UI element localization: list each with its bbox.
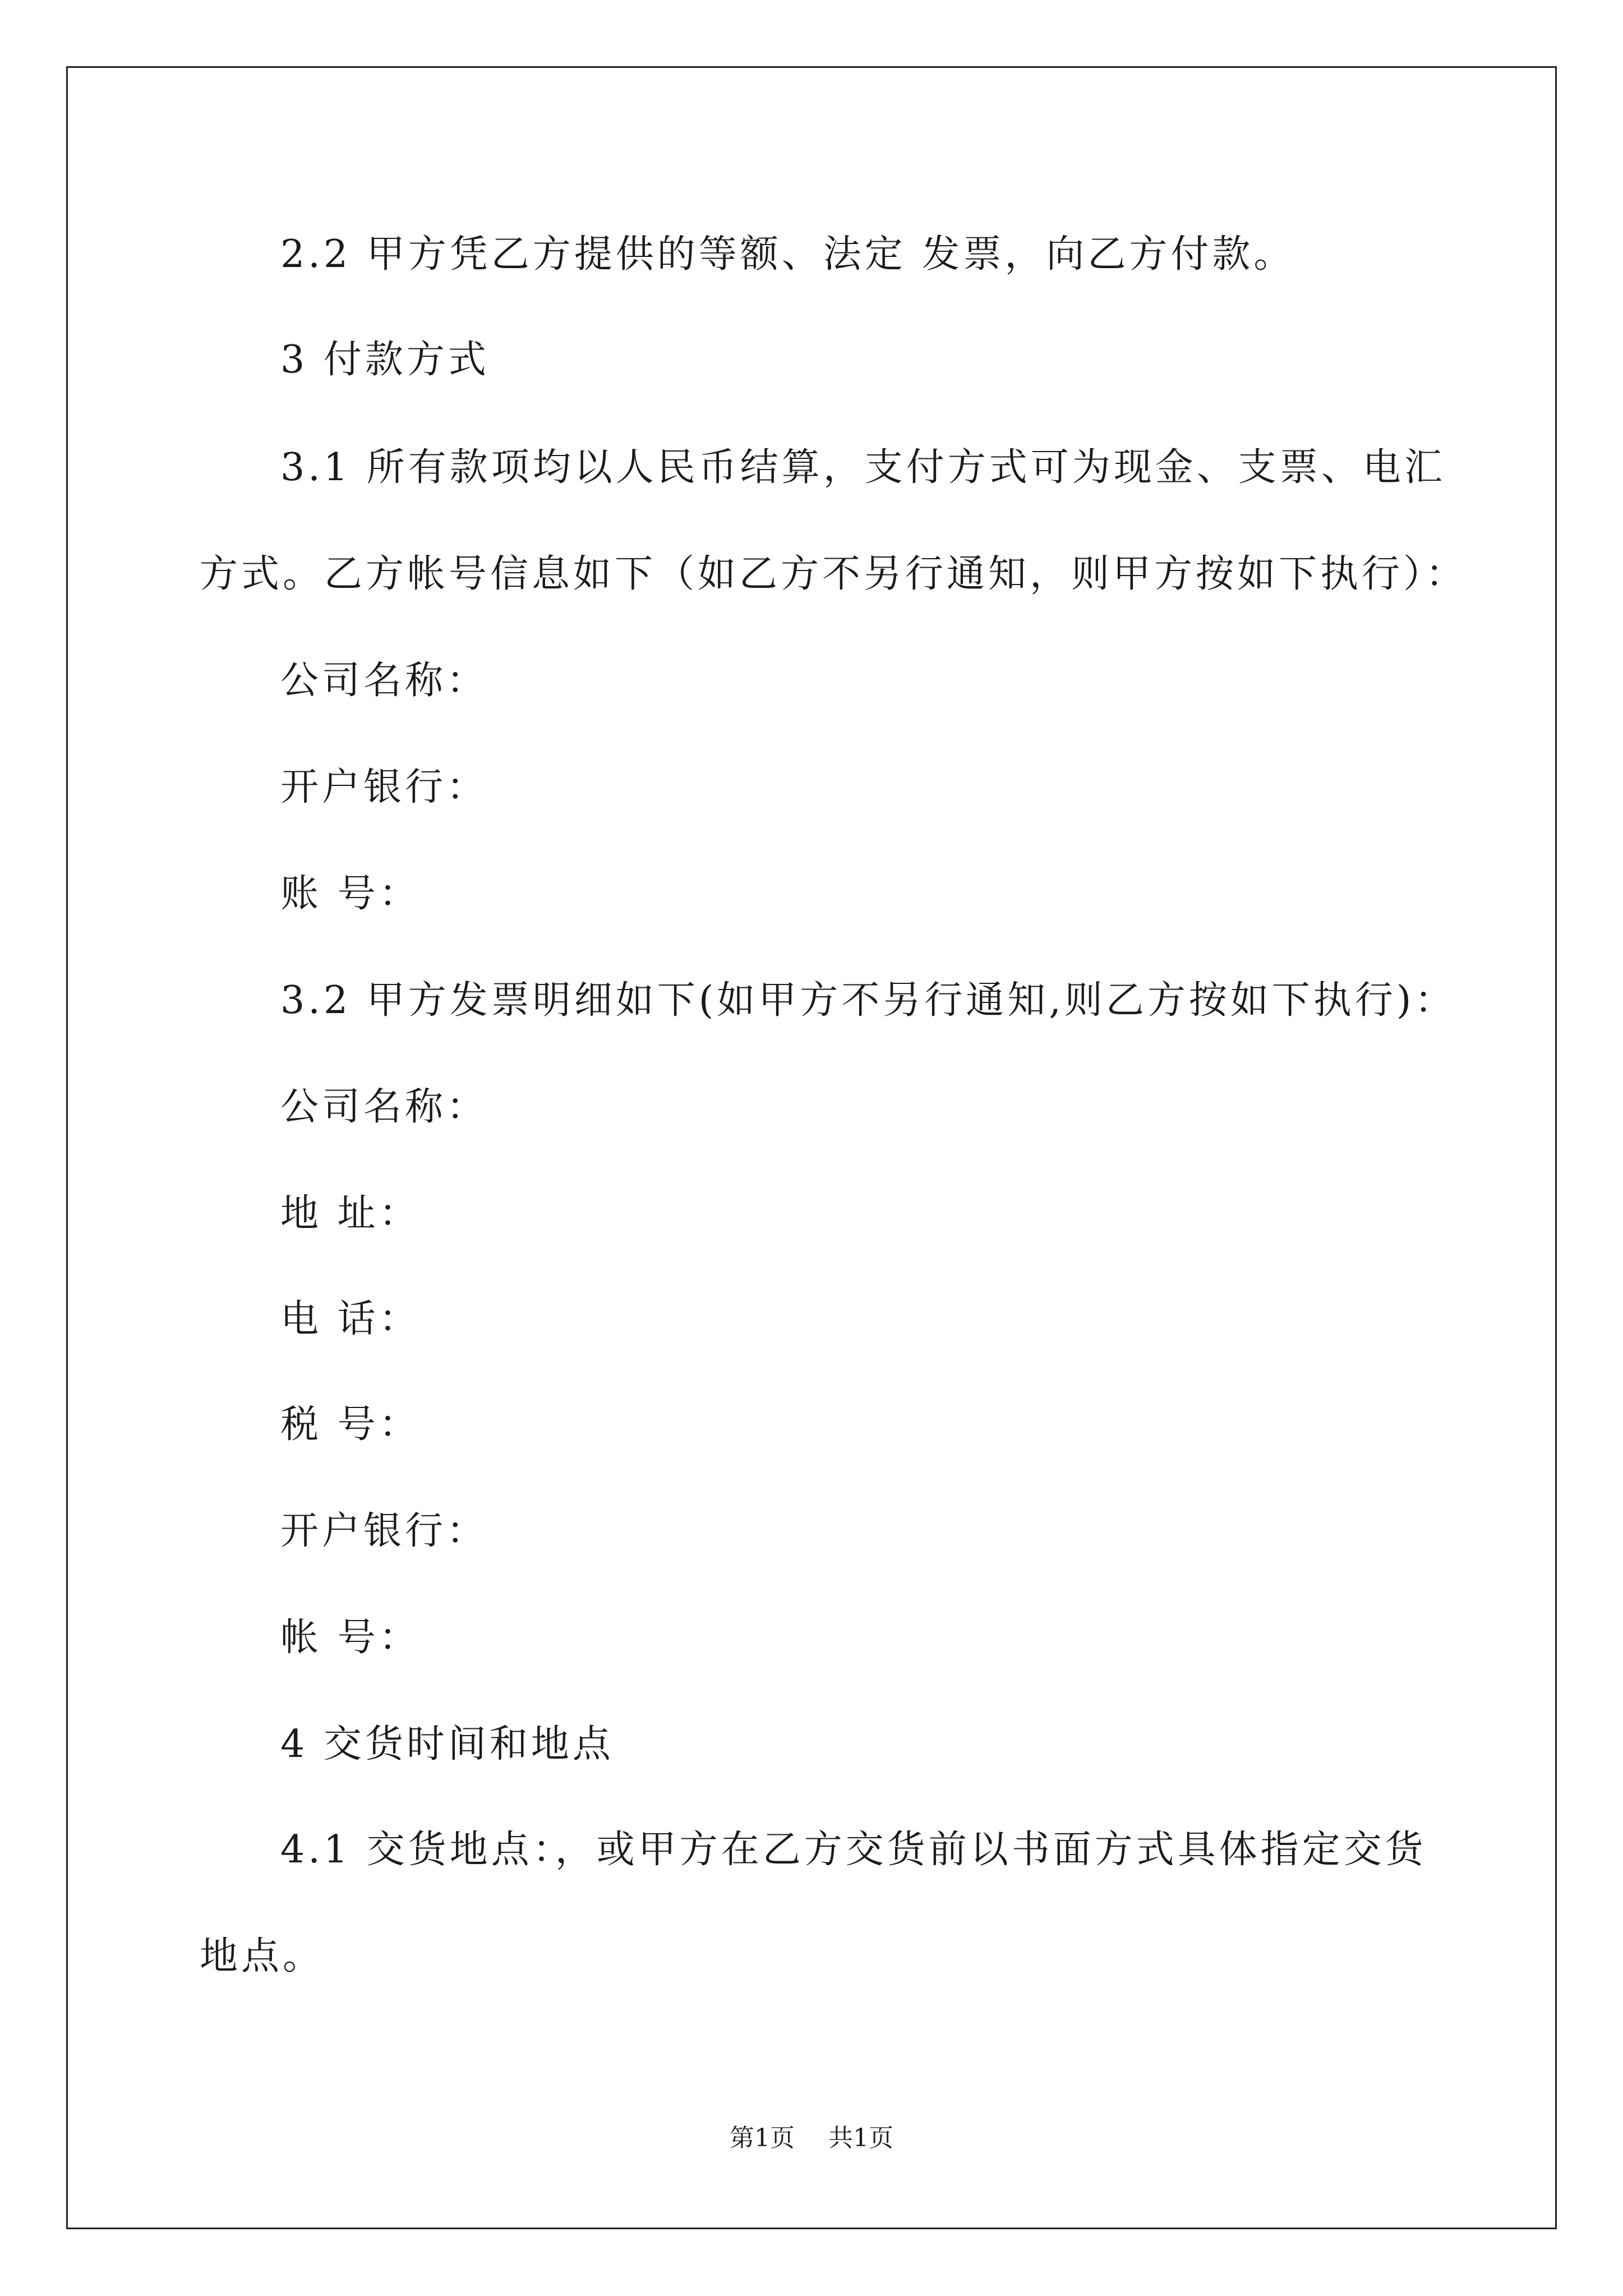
clause-3-2: 3.2 甲方发票明细如下(如甲方不另行通知,则乙方按如下执行)： [280,978,1456,1023]
clause-3-1-line-2: 方式。乙方帐号信息如下（如乙方不另行通知，则甲方按如下执行）： [200,552,1468,596]
section-3-heading: 3 付款方式 [280,338,490,382]
section-4-heading: 4 交货时间和地点 [280,1722,614,1766]
clause-2-2: 2.2 甲方凭乙方提供的等额、法定 发票，向乙方付款。 [280,232,1295,277]
invoice-tax-number: 税 号： [280,1402,421,1447]
party-b-company-name: 公司名称： [280,659,488,703]
page-number-total: 共1页 [828,2124,893,2152]
page-footer [0,2126,1623,2151]
page-number-current: 第1页 [730,2124,795,2152]
party-b-bank: 开户银行： [280,765,488,809]
clause-4-1-line-1: 4.1 交货地点：，或甲方在乙方交货前以书面方式具体指定交货 [280,1828,1427,1872]
invoice-account: 帐 号： [280,1616,421,1660]
invoice-company-name: 公司名称： [280,1085,488,1129]
clause-3-1-line-1: 3.1 所有款项均以人民币结算，支付方式可为现金、支票、电汇 [280,445,1446,490]
invoice-bank: 开户银行： [280,1509,488,1553]
invoice-phone: 电 话： [280,1297,421,1341]
page-border [66,66,1557,2229]
party-b-account: 账 号： [280,872,421,916]
invoice-address: 地 址： [280,1191,421,1236]
clause-4-1-line-2: 地点。 [200,1934,325,1978]
